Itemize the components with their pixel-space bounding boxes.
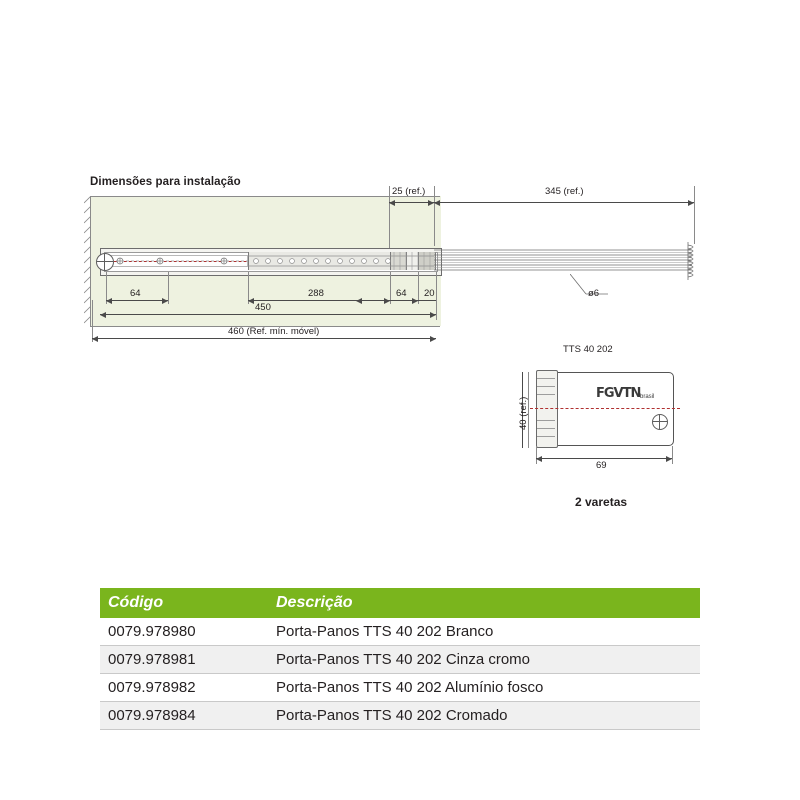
slide-pivot-end	[96, 253, 114, 271]
dim-line-64-left	[106, 300, 168, 301]
plate-line-5	[537, 428, 555, 429]
column-header-codigo: Código	[108, 594, 164, 611]
dim-25-label: 25 (ref.)	[392, 186, 426, 197]
dim-line-25	[389, 202, 434, 203]
plate-line-3	[537, 394, 555, 395]
brand-logo-sub: brasil	[640, 394, 655, 400]
dim-line-64-right	[356, 300, 418, 301]
ext-line-25-left	[389, 186, 390, 248]
varetas-caption: 2 varetas	[575, 495, 628, 509]
dim-line-460	[92, 338, 436, 339]
bracket-centerline	[530, 408, 680, 409]
installation-title: Dimensões para instalação	[90, 176, 241, 188]
cell-code: 0079.978984	[100, 702, 268, 730]
dim-line-69	[536, 458, 672, 459]
dim-line-20	[418, 300, 436, 301]
plate-line-6	[537, 436, 555, 437]
dim-64-left-label: 64	[130, 288, 141, 299]
bracket-model-label: TTS 40 202	[563, 344, 613, 355]
rod-bundle	[434, 246, 694, 276]
ext-line-64l-b	[168, 272, 169, 304]
product-table	[100, 588, 700, 730]
ext-line-69-b	[672, 446, 673, 464]
cell-description: Porta-Panos TTS 40 202 Cromado	[268, 702, 700, 730]
rod-end-cap	[686, 242, 704, 280]
slide-perforation-pattern	[248, 252, 434, 270]
dim-288-label: 288	[308, 288, 324, 299]
panel-top-edge	[90, 196, 440, 197]
plate-line-4	[537, 420, 555, 421]
ext-line-345-right	[694, 186, 695, 244]
dim-line-450	[100, 314, 436, 315]
plate-line-2	[537, 386, 555, 387]
dim-64-right-label: 64	[396, 288, 407, 299]
dim-69-label: 69	[596, 460, 607, 471]
cell-code: 0079.978981	[100, 646, 268, 674]
cell-description: Porta-Panos TTS 40 202 Cinza cromo	[268, 646, 700, 674]
plate-line-1	[537, 378, 555, 379]
table-row[interactable]	[100, 674, 700, 702]
cell-code: 0079.978980	[100, 618, 268, 646]
table-row[interactable]	[100, 702, 700, 730]
slide-left-section	[106, 252, 248, 270]
dim-line-345	[434, 202, 694, 203]
dim-345-label: 345 (ref.)	[545, 186, 584, 197]
cell-description: Porta-Panos TTS 40 202 Alumínio fosco	[268, 674, 700, 702]
bracket-body	[550, 372, 674, 446]
ext-line-25-right	[434, 186, 435, 246]
dim-20-label: 20	[424, 288, 435, 299]
column-header-descricao: Descrição	[276, 594, 353, 611]
table-header-row	[100, 588, 700, 618]
table-row[interactable]	[100, 646, 700, 674]
table-row[interactable]	[100, 618, 700, 646]
brand-logo: FGVTN	[596, 386, 641, 401]
dim-450-label: 450	[255, 302, 271, 313]
cell-code: 0079.978982	[100, 674, 268, 702]
dim-40-label: 40 (ref.)	[518, 396, 529, 430]
rod-diameter-label: ø6	[588, 288, 600, 299]
dim-460-label: 460 (Ref. mín. móvel)	[228, 326, 320, 337]
bracket-screw-hole	[652, 414, 668, 430]
cell-description: Porta-Panos TTS 40 202 Branco	[268, 618, 700, 646]
ext-line-20-b	[436, 272, 437, 320]
